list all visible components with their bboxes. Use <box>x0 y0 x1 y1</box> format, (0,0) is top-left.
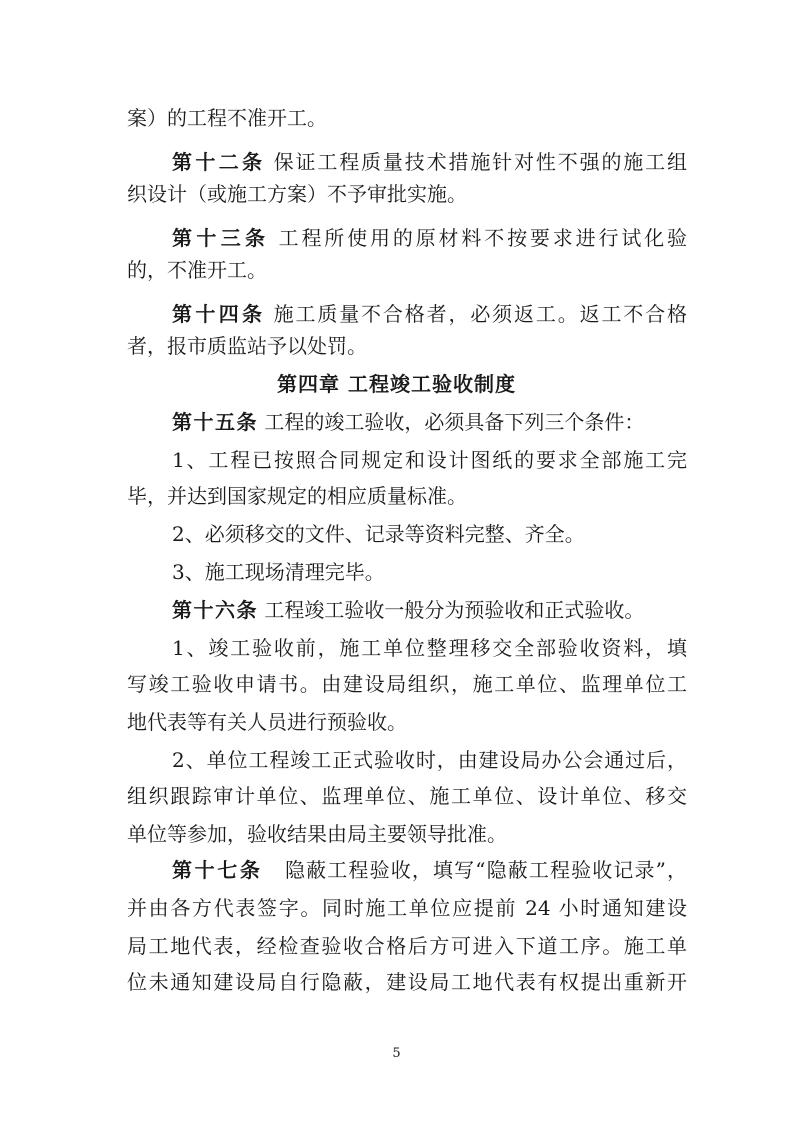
text-line: 并由各方代表签字。同时施工单位应提前 24 小时通知建设 <box>127 896 687 920</box>
text-line: 组织跟踪审计单位、监理单位、施工单位、设计单位、移交 <box>127 784 687 808</box>
text-line: 单位等参加，验收结果由局主要领导批准。 <box>127 822 507 846</box>
text-line: 工程竣工验收一般分为预验收和正式验收。 <box>264 598 645 622</box>
text-line: 案）的工程不准开工。 <box>127 106 327 130</box>
text-line: 施工质量不合格者，必须返工。返工不合格 <box>273 302 687 326</box>
text-line: 的，不准开工。 <box>127 258 267 282</box>
text-line: 2、单位工程竣工正式验收时，由建设局办公会通过后， <box>172 748 687 772</box>
article-heading: 第十四条 <box>172 302 266 326</box>
article-16-line <box>172 596 687 624</box>
chapter-heading: 第四章 工程竣工验收制度 <box>277 372 516 396</box>
article-heading: 第十二条 <box>172 150 266 174</box>
text-line: 1、工程已按照合同规定和设计图纸的要求全部施工完 <box>172 448 687 472</box>
text-line: 位未通知建设局自行隐蔽，建设局工地代表有权提出重新开 <box>127 970 687 994</box>
text-line: 写竣工验收申请书。由建设局组织，施工单位、监理单位工 <box>127 672 687 696</box>
article-14-line <box>172 300 687 328</box>
text-line: 1、竣工验收前，施工单位整理移交全部验收资料，填 <box>172 636 687 660</box>
article-heading: 第十六条 <box>172 598 258 622</box>
page-number: 5 <box>392 1046 401 1061</box>
text-line: 者，报市质监站予以处罚。 <box>127 334 367 358</box>
text-line: 保证工程质量技术措施针对性不强的施工组 <box>273 150 687 174</box>
article-heading: 第十七条 <box>172 858 263 882</box>
article-15-line <box>172 408 687 436</box>
text-line: 地代表等有关人员进行预验收。 <box>127 710 407 734</box>
article-heading: 第十三条 <box>172 226 270 250</box>
text-line: 毕，并达到国家规定的相应质量标准。 <box>127 484 467 508</box>
text-line: 3、施工现场清理完毕。 <box>172 560 385 584</box>
text-line: 局工地代表，经检查验收合格后方可进入下道工序。施工单 <box>127 934 687 958</box>
article-heading: 第十五条 <box>172 410 258 434</box>
text-line: 2、必须移交的文件、记录等资料完整、齐全。 <box>172 522 585 546</box>
text-line: 织设计（或施工方案）不予审批实施。 <box>127 182 467 206</box>
article-17-line <box>172 856 687 884</box>
text-line: 隐蔽工程验收，填写“隐蔽工程验收记录”， <box>285 858 687 882</box>
text-line: 工程所使用的原材料不按要求进行试化验 <box>278 226 687 250</box>
article-13-line <box>172 224 687 252</box>
article-12-line <box>172 148 687 176</box>
text-line: 工程的竣工验收，必须具备下列三个条件： <box>264 410 645 434</box>
